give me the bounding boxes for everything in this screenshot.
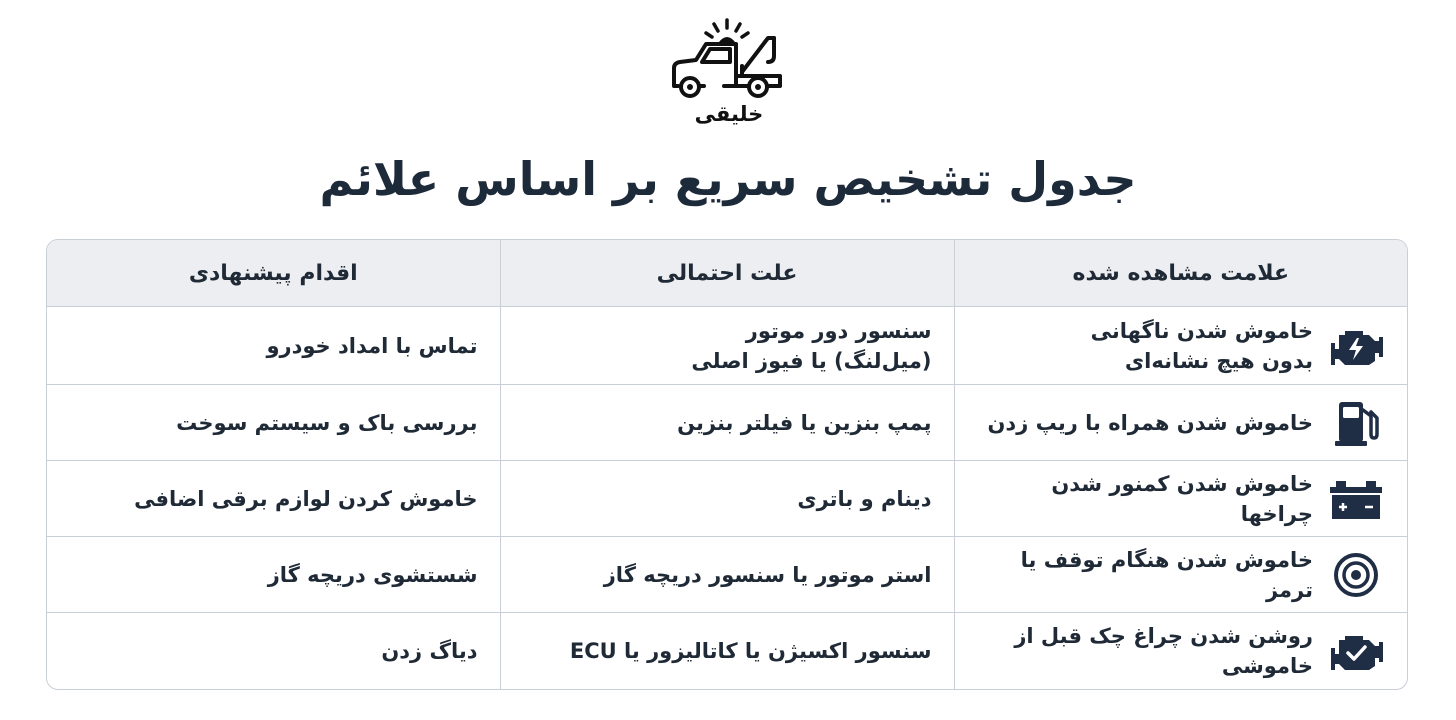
symptom-text: خاموش شدن کمنور شدن چراخها (1051, 471, 1313, 526)
symptom-cell (954, 461, 1407, 537)
logo-text: خلیقی (694, 102, 764, 126)
battery-icon (1327, 475, 1385, 523)
engine-lightning-icon (1327, 322, 1385, 370)
header-cause: علت احتمالی (500, 240, 954, 307)
cause-text-line1: سنسور دور موتور (745, 318, 932, 343)
symptom-cell (954, 307, 1407, 385)
cause-cell (500, 307, 954, 385)
brake-disc-icon (1327, 551, 1385, 599)
table-row (47, 537, 1407, 613)
table-row (47, 385, 1407, 461)
header-symptom: علامت مشاهده شده (954, 240, 1407, 307)
cause-cell: استر موتور یا سنسور دریچه گاز (500, 537, 954, 613)
table-row (47, 307, 1407, 385)
action-cell: شستشوی دریچه گاز (47, 537, 500, 613)
action-cell: تماس با امداد خودرو (47, 307, 500, 385)
cause-cell: پمپ بنزین یا فیلتر بنزین (500, 385, 954, 461)
check-engine-icon (1327, 627, 1385, 675)
symptom-cell (954, 613, 1407, 689)
cause-cell: سنسور اکسیژن یا کاتالیزور یا ECU (500, 613, 954, 689)
cause-cell: دینام و باتری (500, 461, 954, 537)
page-title: جدول تشخیص سریع بر اساس علائم (319, 152, 1137, 206)
symptom-cell (954, 385, 1407, 461)
header-action: اقدام پیشنهادی (47, 240, 500, 307)
symptom-text: خاموش شدن هنگام توقف یا ترمز (1020, 547, 1313, 602)
symptom-text-line1: خاموش شدن ناگهانی (1090, 318, 1313, 343)
diagnosis-table (46, 239, 1408, 690)
action-cell: دیاگ زدن (381, 639, 478, 664)
tow-truck-icon (668, 16, 790, 102)
cause-text-line2: (میل‌لنگ) یا فیوز اصلی (691, 348, 932, 373)
fuel-pump-icon (1327, 399, 1385, 447)
logo (668, 16, 790, 132)
action-cell: بررسی باک و سیستم سوخت (47, 385, 500, 461)
symptom-text: خاموش شدن همراه با ریپ زدن (987, 410, 1313, 435)
table-header-row (47, 240, 1407, 307)
symptom-text-line2: بدون هیچ نشانه‌ای (1124, 348, 1313, 373)
table-row (47, 461, 1407, 537)
action-cell: خاموش کردن لوازم برقی اضافی (47, 461, 500, 537)
table-row (47, 613, 1407, 689)
symptom-text: روشن شدن چراغ چک قبل از خاموشی (1014, 624, 1313, 679)
symptom-cell (954, 537, 1407, 613)
